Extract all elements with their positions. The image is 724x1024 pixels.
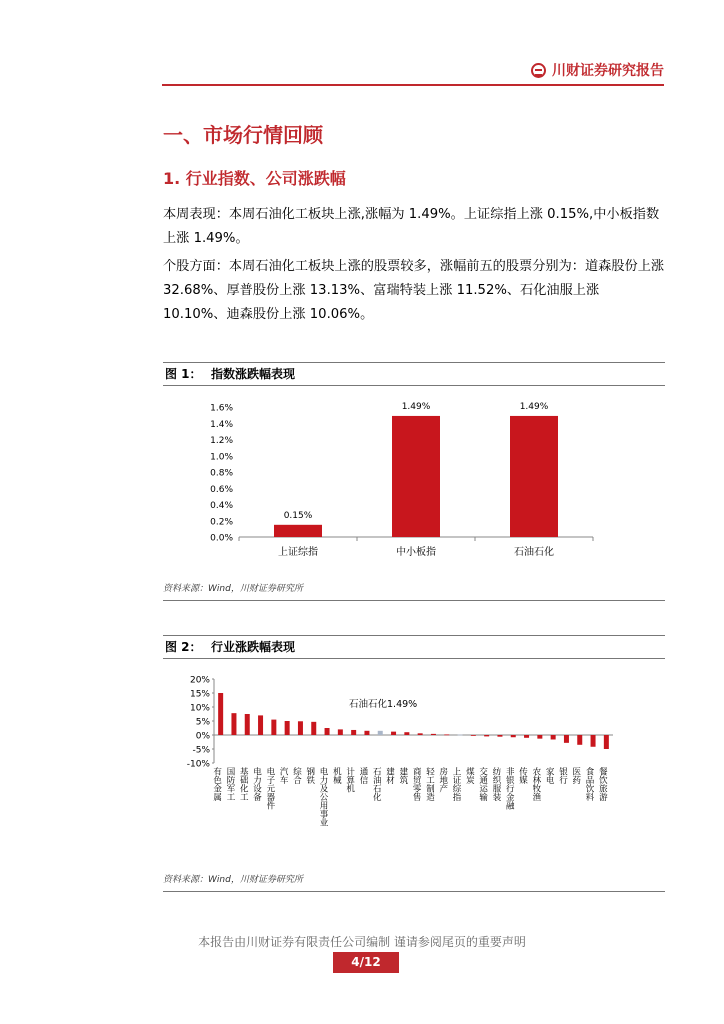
bar: [591, 735, 596, 747]
x-tick-label: 中小板指: [396, 547, 436, 558]
y-tick-label: 0.4%: [210, 501, 233, 511]
x-tick-label: 银行: [557, 767, 568, 784]
y-tick-label: 1.2%: [210, 436, 233, 446]
data-label: 1.49%: [401, 401, 431, 412]
y-tick-label: 0.8%: [210, 468, 233, 479]
bar: [524, 735, 529, 738]
figure1-title-bar: [163, 362, 665, 386]
y-tick-label: 15%: [189, 689, 210, 700]
bar: [564, 735, 569, 743]
y-tick-label: 0.6%: [210, 484, 233, 495]
y-tick-label: 1.0%: [210, 452, 233, 463]
x-tick-label: 石油石化: [371, 767, 382, 801]
paragraph-stock-performance: 个股方面：本周石油化工板块上涨的股票较多，涨幅前五的股票分别为：道森股份上涨 32.68%、厚普股份上涨 13.13%、富瑞特装上涨 11.52%、石化油服上涨 10.10%、迪森股份上涨 10.06%。: [163, 259, 665, 322]
bar: [245, 714, 250, 735]
bar: [231, 713, 236, 735]
bar: [378, 731, 383, 735]
x-tick-label: 医药: [570, 767, 581, 784]
x-tick-label: 轻工制造: [424, 767, 435, 801]
bar: [511, 735, 516, 737]
x-tick-label: 建材: [384, 767, 395, 784]
x-tick-label: 商贸零售: [411, 767, 422, 801]
x-tick-label: 计算机: [344, 767, 355, 793]
bar: [351, 730, 356, 735]
bar: [471, 735, 476, 736]
figure2-chart: [163, 660, 665, 865]
bar: [285, 721, 290, 735]
x-tick-label: 传媒: [517, 767, 528, 784]
figure2-title-bar: [163, 635, 665, 659]
y-tick-label: 0%: [195, 731, 210, 742]
y-tick-label: 10%: [189, 703, 210, 714]
x-tick-label: 有色金属: [211, 767, 222, 801]
x-tick-label: 机械: [331, 767, 342, 784]
figure1-title: 指数涨跌幅表现: [211, 367, 296, 381]
x-tick-label: 上证综指: [278, 547, 318, 558]
y-tick-label: 0.0%: [210, 533, 233, 544]
bar: [271, 720, 276, 735]
x-tick-label: 电力及公用事业: [318, 767, 329, 827]
bar: [311, 722, 316, 735]
bar: [537, 735, 542, 739]
x-tick-label: 建筑: [397, 767, 408, 784]
bar: [431, 734, 436, 735]
x-tick-label: 纺织服装: [490, 767, 501, 801]
figure1-number: 图 1：: [165, 367, 202, 381]
y-tick-label: 1.6%: [210, 403, 233, 414]
bar: [458, 735, 463, 736]
x-tick-label: 汽车: [278, 767, 289, 784]
x-tick-label: 非银行金融: [504, 767, 515, 810]
x-tick-label: 基础化工: [238, 767, 249, 801]
figure2-number: 图 2：: [165, 640, 202, 654]
x-tick-label: 国防军工: [224, 767, 235, 801]
header-rule: [162, 84, 664, 86]
y-tick-label: 5%: [195, 717, 210, 728]
x-tick-label: 综合: [291, 767, 302, 784]
bar: [364, 731, 369, 735]
x-tick-label: 房地产: [437, 767, 448, 793]
section-subtitle: 1. 行业指数、公司涨跌幅: [163, 169, 346, 188]
bar: [510, 416, 558, 537]
bar: [404, 732, 409, 735]
x-tick-label: 农林牧渔: [530, 767, 541, 801]
section-title: 一、市场行情回顾: [163, 123, 323, 147]
x-tick-label: 食品饮料: [584, 767, 595, 801]
x-tick-label: 餐饮旅游: [597, 767, 608, 801]
bar: [274, 525, 322, 537]
x-tick-label: 电力设备: [251, 767, 262, 801]
figure2-title: 行业涨跌幅表现: [211, 640, 296, 654]
brand: [531, 60, 664, 80]
x-tick-label: 通信: [357, 767, 368, 784]
bar: [391, 732, 396, 735]
y-tick-label: 1.4%: [210, 419, 233, 430]
x-tick-label: 钢铁: [304, 767, 315, 784]
bar: [497, 735, 502, 737]
x-tick-label: 上证综指: [451, 767, 462, 801]
page-number: 4/12: [333, 952, 399, 973]
figure1-source: 资料来源：Wind，川财证券研究所: [163, 578, 665, 601]
bar: [258, 715, 263, 735]
bar: [604, 735, 609, 749]
data-label: 0.15%: [283, 510, 313, 521]
x-tick-label: 家电: [544, 767, 555, 784]
y-tick-label: 20%: [189, 675, 210, 686]
bar: [444, 734, 449, 735]
y-tick-label: -5%: [192, 745, 210, 756]
y-tick-label: -10%: [186, 759, 210, 770]
figure1-chart: [163, 388, 665, 576]
brand-name: 川财证券研究报告: [552, 63, 664, 79]
x-tick-label: 电子元器件: [264, 767, 275, 810]
bar: [484, 735, 489, 736]
bar: [325, 728, 330, 735]
bar: [392, 416, 440, 537]
bar: [338, 729, 343, 735]
bar: [418, 733, 423, 735]
bar: [298, 721, 303, 735]
data-label: 1.49%: [519, 401, 549, 412]
brand-logo-icon: [531, 63, 546, 78]
bar: [218, 693, 223, 735]
x-tick-label: 交通运输: [477, 767, 488, 801]
x-tick-label: 石油石化: [514, 547, 554, 558]
annotation-label: 石油石化1.49%: [349, 699, 418, 710]
bar: [577, 735, 582, 745]
bar: [551, 735, 556, 739]
footer-disclaimer: 本报告由川财证券有限责任公司编制 谨请参阅尾页的重要声明: [198, 935, 526, 949]
paragraph-weekly-performance: 本周表现：本周石油化工板块上涨,涨幅为 1.49%。上证综指上涨 0.15%,中小板指数上涨 1.49%。: [163, 207, 660, 246]
x-tick-label: 煤炭: [464, 767, 475, 784]
y-tick-label: 0.2%: [210, 517, 233, 528]
figure2-source: 资料来源：Wind，川财证券研究所: [163, 869, 665, 892]
